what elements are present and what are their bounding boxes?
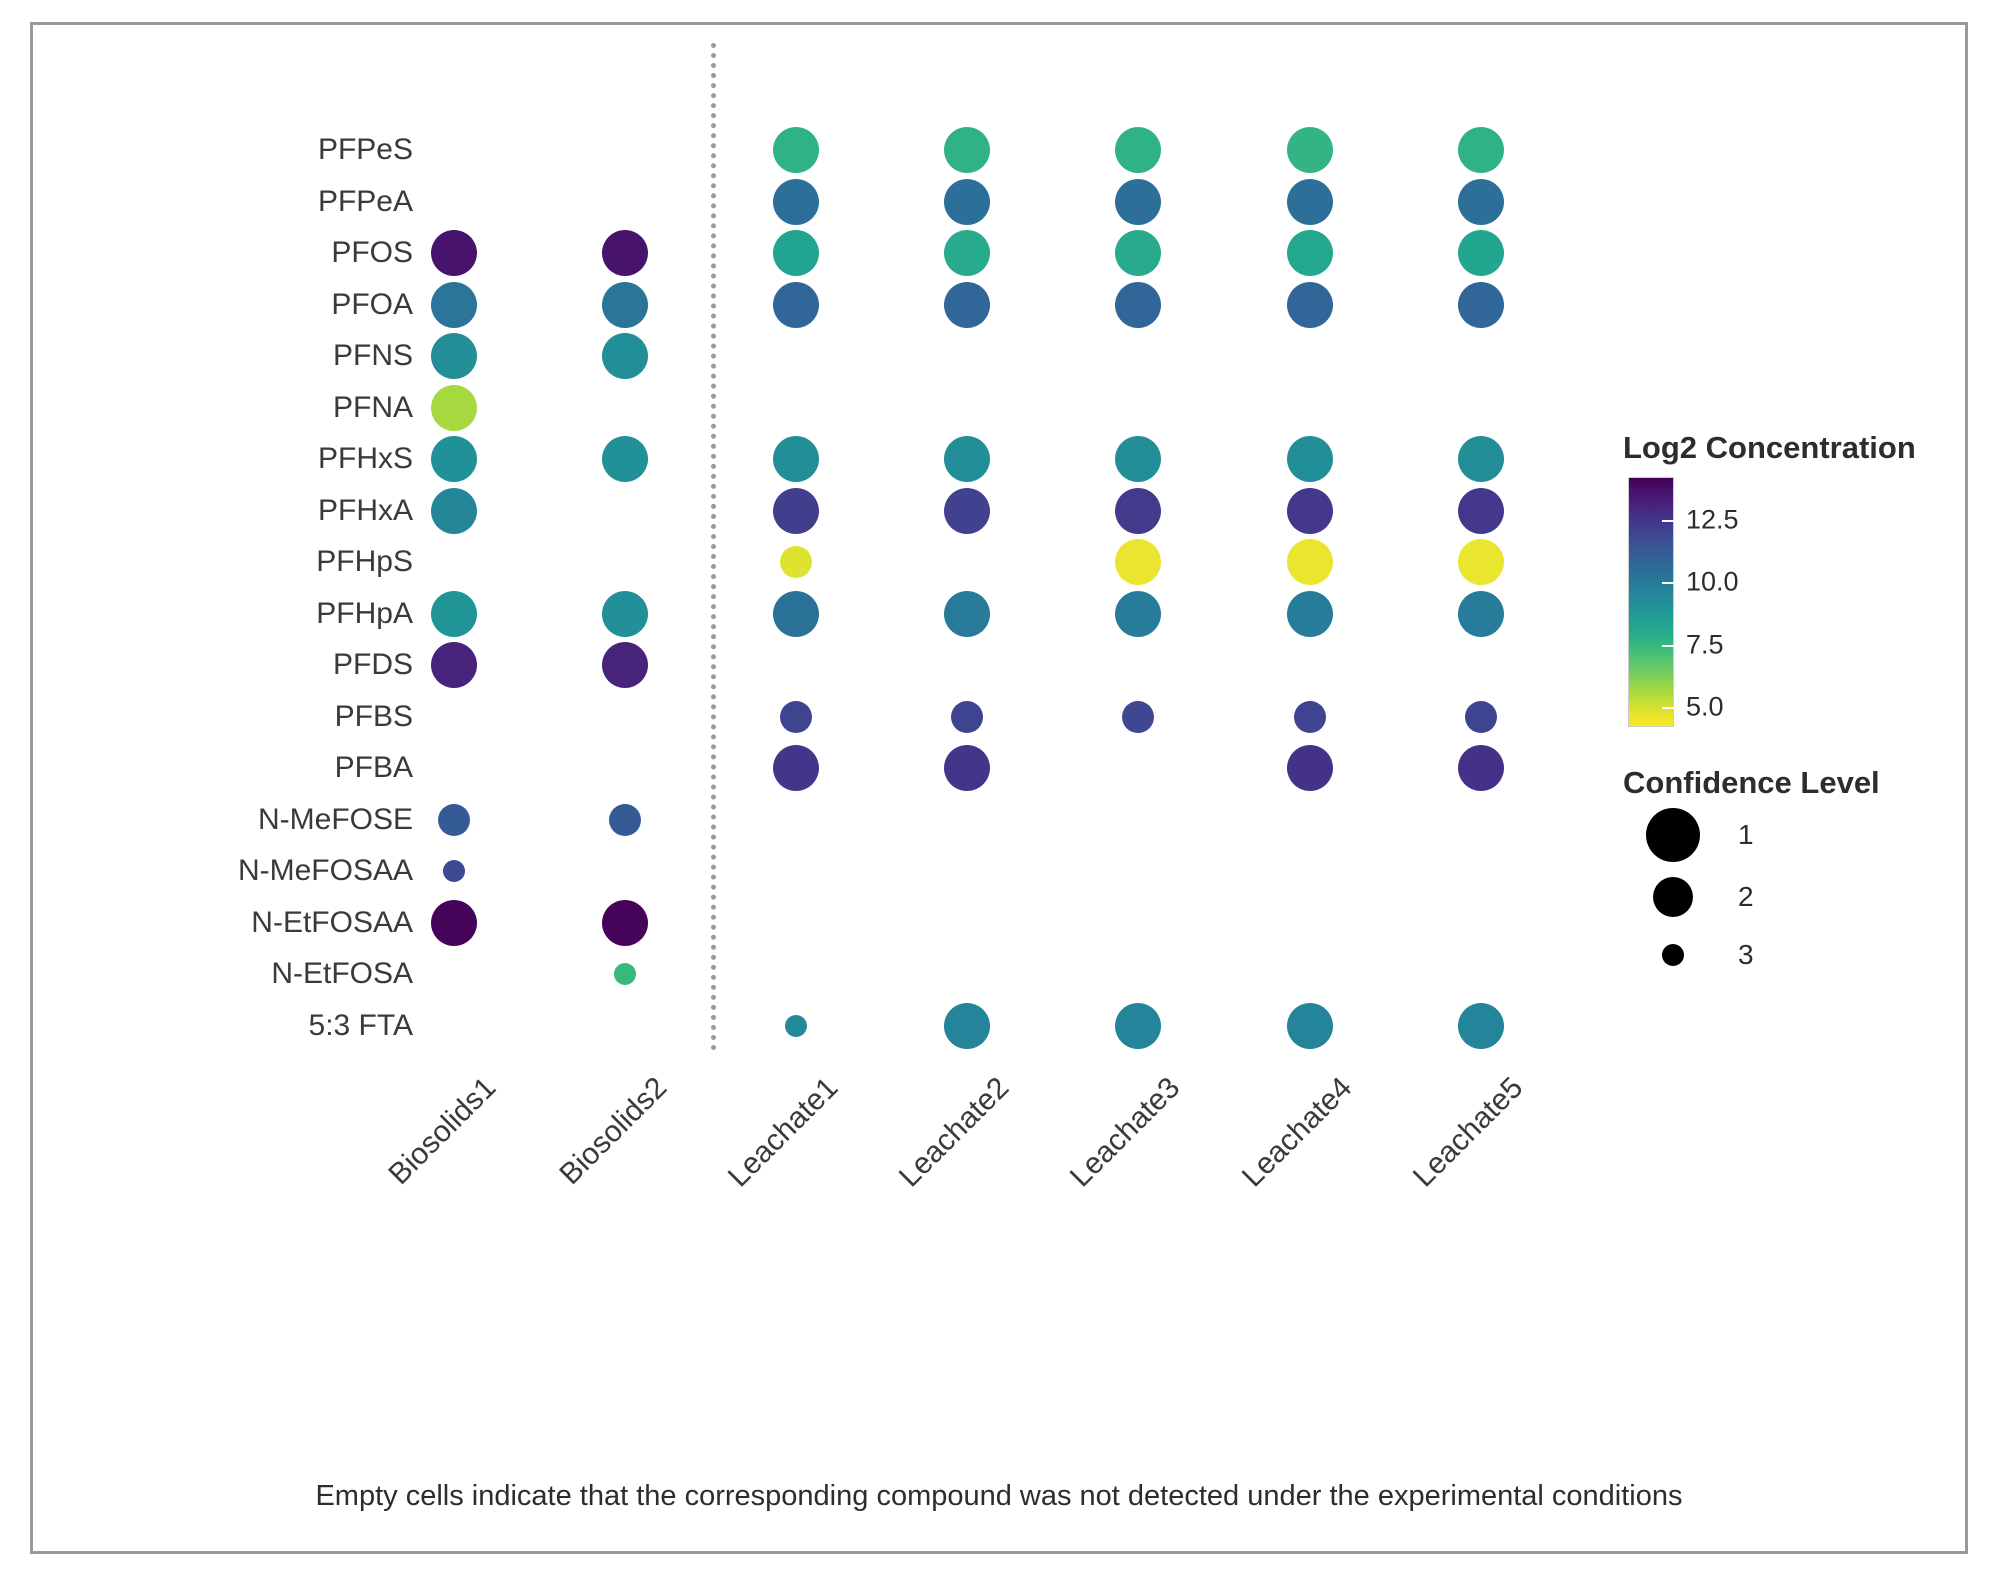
data-point: [773, 230, 819, 276]
x-axis-label: Leachate4: [1235, 1070, 1359, 1193]
size-legend-dot: [1646, 808, 1700, 862]
data-point: [1115, 488, 1161, 534]
y-axis-label: PFHxA: [317, 493, 413, 527]
data-point: [609, 804, 641, 836]
data-point: [944, 230, 990, 276]
y-axis-label: PFBA: [334, 751, 413, 784]
group-divider: [711, 43, 716, 1051]
data-point: [1458, 488, 1504, 534]
y-axis-label: 5:3 FTA: [308, 1008, 413, 1042]
data-point: [1115, 282, 1161, 328]
y-axis-label: N-EtFOSA: [271, 957, 413, 990]
y-axis-label: PFNA: [332, 390, 413, 424]
x-axis-label: Leachate5: [1406, 1070, 1530, 1193]
data-point: [1458, 1003, 1504, 1049]
data-point: [1458, 745, 1504, 791]
size-legend-dot: [1662, 944, 1684, 966]
data-point: [780, 701, 812, 733]
data-point: [773, 282, 819, 328]
color-scale-tick: [1662, 707, 1674, 709]
data-point: [944, 282, 990, 328]
data-point: [1115, 230, 1161, 276]
data-point: [773, 591, 819, 637]
data-point: [431, 282, 477, 328]
data-point: [1458, 127, 1504, 173]
data-point: [944, 127, 990, 173]
color-scale-tick-label: 5.0: [1686, 691, 1724, 722]
color-scale-tick: [1662, 582, 1674, 584]
data-point: [438, 804, 470, 836]
data-point: [1115, 179, 1161, 225]
color-legend-title: Log2 Concentration: [1623, 430, 1916, 465]
y-axis-label: PFDS: [332, 648, 413, 681]
color-scale-bar: [1628, 477, 1674, 727]
data-point: [1287, 1003, 1333, 1049]
data-point: [1458, 436, 1504, 482]
data-point: [1458, 230, 1504, 276]
chart-caption: Empty cells indicate that the corresponding compound was not detected under the experimental conditions: [315, 1480, 1683, 1512]
data-point: [1287, 591, 1333, 637]
data-point: [773, 488, 819, 534]
x-axis-label: Leachate2: [892, 1070, 1016, 1193]
data-point: [602, 900, 648, 946]
color-scale-tick-label: 12.5: [1686, 504, 1739, 534]
y-axis-label: PFOA: [331, 287, 413, 321]
data-point: [780, 546, 812, 578]
data-point: [1287, 436, 1333, 482]
data-point: [773, 127, 819, 173]
data-point: [944, 436, 990, 482]
y-axis-label: PFHpS: [316, 545, 413, 578]
color-scale-tick: [1662, 645, 1674, 647]
data-point: [944, 179, 990, 225]
data-point: [431, 642, 477, 688]
data-point: [944, 1003, 990, 1049]
data-point: [431, 333, 477, 379]
y-axis-label: PFPeA: [317, 184, 413, 218]
data-point: [602, 230, 648, 276]
data-point: [1287, 539, 1333, 585]
data-point: [1287, 282, 1333, 328]
data-point: [1122, 701, 1154, 733]
y-axis-label: PFHpA: [316, 596, 413, 630]
data-point: [944, 591, 990, 637]
data-point: [602, 333, 648, 379]
y-axis-labels: [93, 25, 413, 1551]
data-point: [1458, 282, 1504, 328]
y-axis-label: N-MeFOSE: [257, 802, 413, 836]
data-point: [1115, 436, 1161, 482]
data-point: [614, 963, 636, 985]
data-point: [1294, 701, 1326, 733]
data-point: [431, 591, 477, 637]
x-axis-label: Leachate3: [1063, 1070, 1187, 1193]
color-scale-tick: [1662, 520, 1674, 522]
data-point: [1458, 539, 1504, 585]
size-legend-title: Confidence Level: [1623, 765, 1880, 800]
data-point: [1115, 1003, 1161, 1049]
x-axis-label: Biosolids2: [553, 1070, 674, 1191]
color-scale-tick-label: 7.5: [1686, 629, 1724, 659]
data-point: [602, 282, 648, 328]
size-legend-label: 1: [1738, 819, 1754, 850]
size-legend-dot: [1653, 877, 1693, 917]
data-point: [1287, 230, 1333, 276]
data-point: [431, 900, 477, 946]
data-point: [1115, 127, 1161, 173]
data-point: [773, 745, 819, 791]
data-point: [1115, 591, 1161, 637]
data-point: [951, 701, 983, 733]
data-point: [1115, 539, 1161, 585]
data-point: [431, 488, 477, 534]
x-axis-label: Biosolids1: [382, 1070, 503, 1191]
y-axis-label: PFPeS: [317, 133, 413, 166]
data-point: [944, 745, 990, 791]
y-axis-label: PFOS: [331, 236, 413, 269]
y-axis-label: PFHxS: [317, 442, 413, 475]
y-axis-label: N-MeFOSAA: [237, 854, 413, 887]
data-point: [1287, 127, 1333, 173]
color-scale-tick-label: 10.0: [1686, 566, 1739, 597]
data-point: [944, 488, 990, 534]
data-point: [431, 385, 477, 431]
data-point: [431, 230, 477, 276]
data-point: [602, 436, 648, 482]
y-axis-label: N-EtFOSAA: [251, 905, 413, 939]
y-axis-label: PFBS: [334, 699, 413, 733]
data-point: [602, 642, 648, 688]
data-point: [443, 860, 465, 882]
size-legend-label: 2: [1738, 881, 1754, 912]
data-point: [1465, 701, 1497, 733]
y-axis-label: PFNS: [332, 339, 413, 372]
data-point: [773, 179, 819, 225]
data-point: [1287, 488, 1333, 534]
data-point: [431, 436, 477, 482]
size-legend-label: 3: [1738, 939, 1754, 970]
data-point: [1287, 179, 1333, 225]
data-point: [785, 1015, 807, 1037]
data-point: [602, 591, 648, 637]
x-axis-label: Leachate1: [721, 1070, 845, 1193]
data-point: [1287, 745, 1333, 791]
data-point: [1458, 179, 1504, 225]
data-point: [773, 436, 819, 482]
chart-frame: [30, 22, 1968, 1554]
data-point: [1458, 591, 1504, 637]
